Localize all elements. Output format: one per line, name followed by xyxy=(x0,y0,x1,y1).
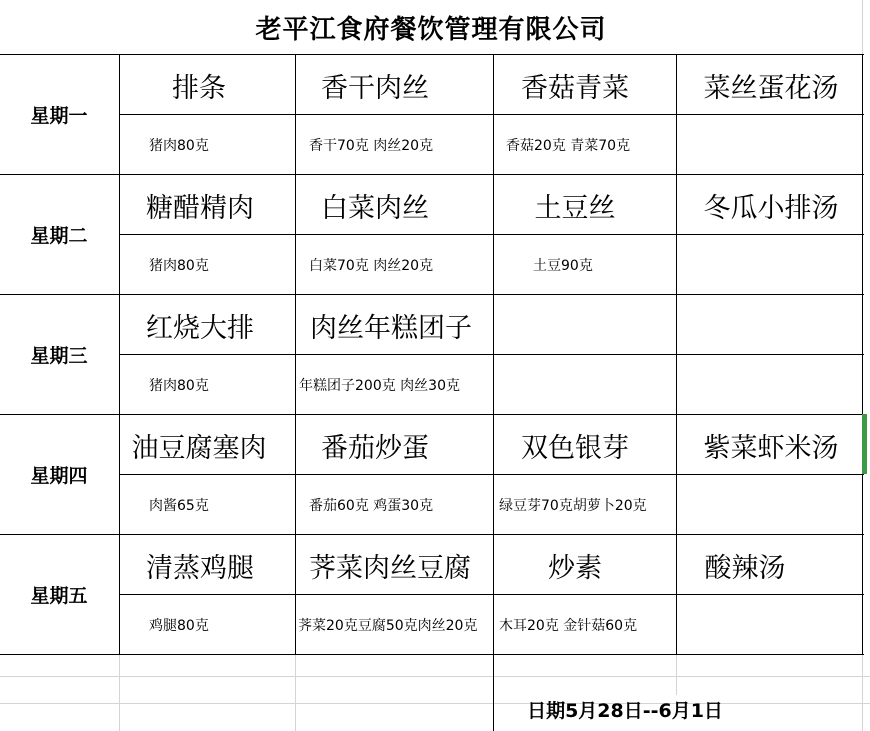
ingredient-cell[interactable]: 猪肉80克 xyxy=(149,137,209,154)
sheet-title[interactable]: 老平江食府餐饮管理有限公司 xyxy=(255,14,607,45)
dish-cell[interactable]: 紫菜虾米汤 xyxy=(703,432,839,464)
day-label-monday[interactable]: 星期一 xyxy=(30,104,88,127)
ingredient-cell[interactable]: 肉酱65克 xyxy=(149,497,209,514)
day-label-tuesday[interactable]: 星期二 xyxy=(30,224,88,247)
dish-cell[interactable]: 糖醋精肉 xyxy=(146,192,254,224)
day-label-wednesday[interactable]: 星期三 xyxy=(30,344,88,367)
ingredient-cell[interactable]: 年糕团子200克 肉丝30克 xyxy=(299,377,460,394)
ingredient-cell[interactable]: 荠菜20克豆腐50克肉丝20克 xyxy=(298,617,478,634)
dish-cell[interactable]: 红烧大排 xyxy=(146,312,254,344)
dish-cell[interactable]: 双色银芽 xyxy=(521,432,629,464)
ingredient-cell[interactable]: 番茄60克 鸡蛋30克 xyxy=(309,497,434,514)
ingredient-cell[interactable]: 猪肉80克 xyxy=(149,257,209,274)
ingredient-cell[interactable]: 鸡腿80克 xyxy=(149,617,209,634)
day-label-friday[interactable]: 星期五 xyxy=(30,584,88,607)
dish-cell[interactable]: 白菜肉丝 xyxy=(321,192,429,224)
ingredient-cell[interactable]: 土豆90克 xyxy=(533,257,593,274)
ingredient-cell[interactable]: 猪肉80克 xyxy=(149,377,209,394)
date-range[interactable]: 日期5月28日--6月1日 xyxy=(527,699,723,722)
dish-cell[interactable]: 冬瓜小排汤 xyxy=(703,192,839,224)
dish-cell[interactable]: 炒素 xyxy=(548,552,602,584)
dish-cell[interactable]: 土豆丝 xyxy=(534,192,616,224)
dish-cell[interactable]: 菜丝蛋花汤 xyxy=(703,72,839,104)
selected-cell-indicator xyxy=(862,414,867,474)
dish-cell[interactable]: 油豆腐塞肉 xyxy=(131,432,267,464)
dish-cell[interactable]: 荠菜肉丝豆腐 xyxy=(309,552,471,584)
dish-cell[interactable]: 酸辣汤 xyxy=(704,552,786,584)
dish-cell[interactable]: 香菇青菜 xyxy=(521,72,629,104)
dish-cell[interactable]: 排条 xyxy=(172,72,226,104)
ingredient-cell[interactable]: 香干70克 肉丝20克 xyxy=(309,137,434,154)
ingredient-cell[interactable]: 木耳20克 金针菇60克 xyxy=(499,617,638,634)
dish-cell[interactable]: 香干肉丝 xyxy=(321,72,429,104)
dish-cell[interactable]: 番茄炒蛋 xyxy=(321,432,429,464)
day-label-thursday[interactable]: 星期四 xyxy=(30,464,88,487)
dish-cell[interactable]: 肉丝年糕团子 xyxy=(310,312,472,344)
ingredient-cell[interactable]: 绿豆芽70克胡萝卜20克 xyxy=(499,497,647,514)
dish-cell[interactable]: 清蒸鸡腿 xyxy=(146,552,254,584)
ingredient-cell[interactable]: 白菜70克 肉丝20克 xyxy=(309,257,434,274)
ingredient-cell[interactable]: 香菇20克 青菜70克 xyxy=(506,137,631,154)
